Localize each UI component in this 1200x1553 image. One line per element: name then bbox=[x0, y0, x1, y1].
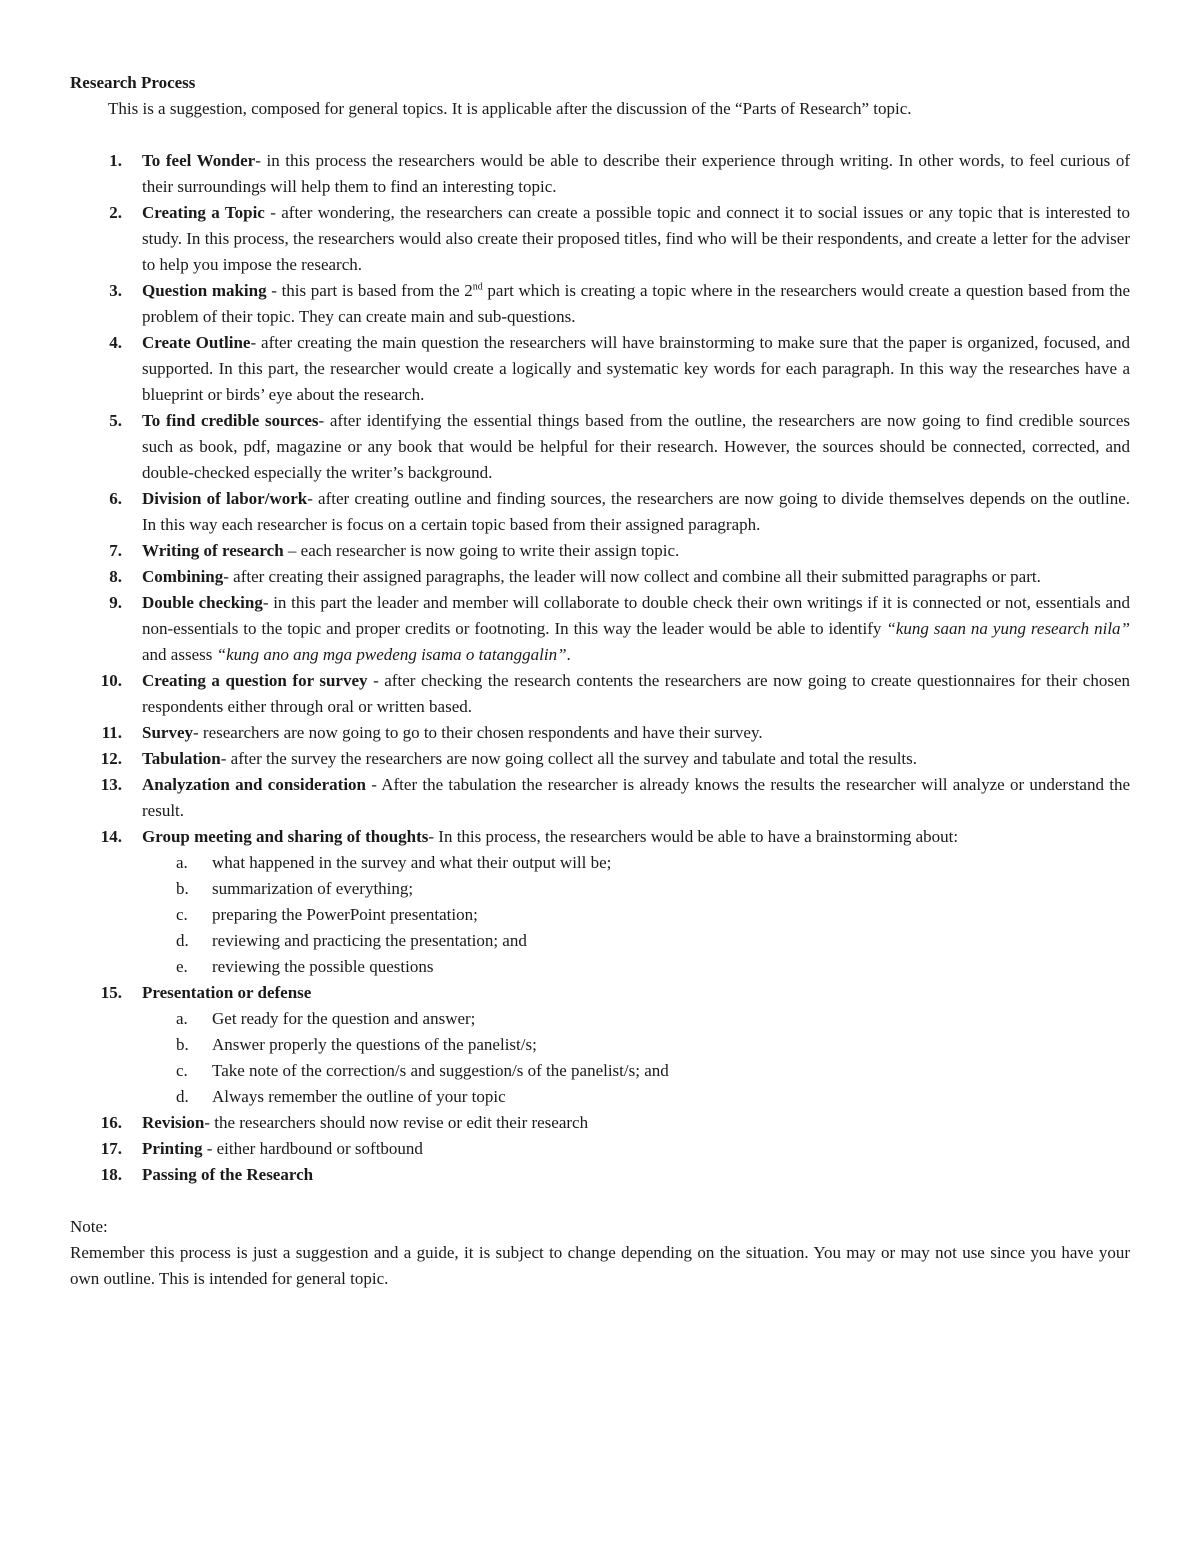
step-term: To feel Wonder bbox=[142, 151, 256, 170]
sub-list bbox=[142, 1006, 1130, 1110]
sub-item: d. Always remember the outline of your topic bbox=[176, 1087, 506, 1106]
step-term: Revision bbox=[142, 1113, 205, 1132]
intro-paragraph: This is a suggestion, composed for general topics. It is applicable after the discussion of the “Parts of Research” topic. bbox=[108, 99, 912, 118]
step-term: Creating a question for survey bbox=[142, 671, 368, 690]
step-term: Passing of the Research bbox=[142, 1165, 314, 1184]
document-page bbox=[70, 70, 1130, 1292]
step-item: 6. Division of labor/work- after creating outline and finding sources, the researchers are now going to divide themselves depends on the outline. In this way each researcher is focus on a certain topic based from their assigned paragraph. bbox=[109, 489, 1130, 534]
step-term: Double checking bbox=[142, 593, 263, 612]
step-item: 11. Survey- researchers are now going to go to their chosen respondents and have their survey. bbox=[101, 723, 763, 742]
step-item: 10. Creating a question for survey - after checking the research contents the researchers are now going to create questionnaires for their chosen respondents either through oral or written based. bbox=[100, 671, 1130, 716]
sub-item: a. Get ready for the question and answer; bbox=[176, 1009, 476, 1028]
step-item: 8. Combining- after creating their assigned paragraphs, the leader will now collect and combine all their submitted paragraphs or part. bbox=[109, 567, 1041, 586]
sub-list bbox=[142, 850, 1130, 980]
step-item: 18. Passing of the Research bbox=[100, 1165, 314, 1184]
step-term: Group meeting and sharing of thoughts bbox=[142, 827, 429, 846]
note-text: Remember this process is just a suggestion and a guide, it is subject to change depending on the situation. You may or may not use since you have your own outline. This is intended for general topic. bbox=[70, 1243, 1130, 1288]
step-item: 5. To find credible sources- after identifying the essential things based from the outline, the researchers are now going to find credible sources such as book, pdf, magazine or any book that would be helpful for their research. However, the sources should be connected, corrected, and double-checked especially the writer’s background. bbox=[109, 411, 1130, 482]
step-term: Tabulation bbox=[142, 749, 221, 768]
step-item: 15. Presentation or defense a. Get ready for the question and answer; b. Answer properly the questions of the panelist/s; c. Take note of the correction/s and suggestion/s of the panelist/s; and d. Always remember the outline of your topic bbox=[70, 980, 1130, 1110]
step-item: 12. Tabulation- after the survey the researchers are now going collect all the survey and tabulate and total the results. bbox=[100, 749, 918, 768]
step-item: 1. To feel Wonder- in this process the researchers would be able to describe their experience through writing. In other words, to feel curious of their surroundings will help them to find an interesting topic. bbox=[109, 151, 1130, 196]
sub-item: e. reviewing the possible questions bbox=[176, 957, 434, 976]
step-term: Creating a Topic bbox=[142, 203, 265, 222]
step-item: 13. Analyzation and consideration - After the tabulation the researcher is already knows the results the researcher will analyze or understand the result. bbox=[100, 775, 1130, 820]
step-item: 17. Printing - either hardbound or softbound bbox=[100, 1139, 423, 1158]
step-term: Printing bbox=[142, 1139, 203, 1158]
step-term: Combining bbox=[142, 567, 224, 586]
step-item: 7. Writing of research – each researcher is now going to write their assign topic. bbox=[109, 541, 680, 560]
step-item: 2. Creating a Topic - after wondering, the researchers can create a possible topic and connect it to social issues or any topic that is interested to study. In this process, the researchers would also create their proposed titles, find who will be their respondents, and create a letter for the adviser to help you impose the research. bbox=[109, 203, 1130, 274]
step-term: Writing of research bbox=[142, 541, 284, 560]
step-term: Division of labor/work bbox=[142, 489, 308, 508]
note-label: Note: bbox=[70, 1217, 108, 1236]
document-title: Research Process bbox=[70, 73, 196, 92]
sub-item: b. summarization of everything; bbox=[176, 879, 414, 898]
step-item: 3. Question making - this part is based from the 2nd part which is creating a topic where in the researchers would create a question based from the problem of their topic. They can create main and sub-questions. bbox=[109, 281, 1130, 326]
step-item: 9. Double checking- in this part the leader and member will collaborate to double check their own writings if it is connected or not, essentials and non-essentials to the topic and proper credits or footnoting. In this way the leader would be able to identify “kung saan na yung research nila” and assess “kung ano ang mga pwedeng isama o tatanggalin”. bbox=[109, 593, 1130, 664]
step-item: 14. Group meeting and sharing of thoughts- In this process, the researchers would be able to have a brainstorming about: a. what happened in the survey and what their output will be; b. summarization of everything; c. preparing the PowerPoint presentation; d. reviewing and practicing the presentation; and e. reviewing the possible questions bbox=[70, 824, 1130, 980]
sub-item: b. Answer properly the questions of the panelist/s; bbox=[176, 1035, 537, 1054]
sub-item: c. Take note of the correction/s and suggestion/s of the panelist/s; and bbox=[176, 1061, 669, 1080]
step-term: To find credible sources bbox=[142, 411, 319, 430]
step-term: Analyzation and consideration bbox=[142, 775, 366, 794]
sub-item: a. what happened in the survey and what their output will be; bbox=[176, 853, 612, 872]
process-steps-list bbox=[70, 148, 1130, 1188]
step-term: Create Outline bbox=[142, 333, 251, 352]
step-term: Survey bbox=[142, 723, 193, 742]
step-item: 16. Revision- the researchers should now revise or edit their research bbox=[100, 1113, 589, 1132]
step-term: Question making bbox=[142, 281, 267, 300]
sub-item: c. preparing the PowerPoint presentation; bbox=[176, 905, 478, 924]
step-item: 4. Create Outline- after creating the main question the researchers will have brainstorming to make sure that the paper is organized, focused, and supported. In this part, the researcher would create a logically and systematic key words for each paragraph. In this way the researches have a blueprint or birds’ eye about the research. bbox=[109, 333, 1130, 404]
step-term: Presentation or defense bbox=[142, 983, 312, 1002]
sub-item: d. reviewing and practicing the presentation; and bbox=[176, 931, 527, 950]
